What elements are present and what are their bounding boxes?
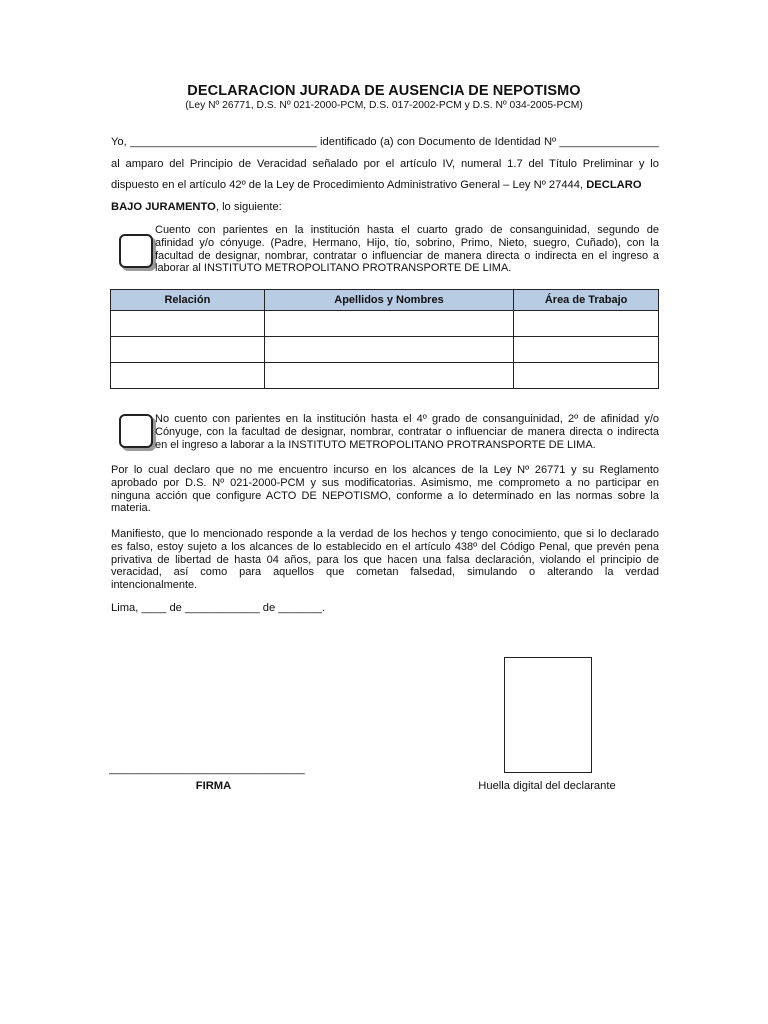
option-no-relatives-text: No cuento con parientes en la institución hasta el 4º grado de consanguinidad, 2º de afinidad y/o Cónyuge, con la facultad de designar, nombrar, contratar o influenciar de manera directa o indirecta en el ingreso a laborar a la INSTITUTO METROPOLITANO PROTRANSPORTE DE LIMA.	[155, 413, 659, 451]
table-cell[interactable]	[514, 363, 659, 389]
intro-line-2: al amparo del Principio de Veracidad señalado por el artículo IV, numeral 1.7 del Título Preliminar y lo	[111, 157, 659, 170]
document-title: DECLARACION JURADA DE AUSENCIA DE NEPOTISMO	[187, 83, 581, 99]
relatives-table	[110, 289, 659, 389]
option-no-relatives-checkbox[interactable]	[119, 414, 153, 448]
table-cell[interactable]	[111, 311, 265, 337]
table-cell[interactable]	[111, 363, 265, 389]
table-cell[interactable]	[264, 311, 514, 337]
signature-line[interactable]: ________________________________	[109, 763, 305, 775]
column-header-relacion: Relación	[111, 290, 265, 311]
fingerprint-box[interactable]	[504, 657, 592, 773]
veracity-paragraph: Manifiesto, que lo mencionado responde a la verdad de los hechos y tengo conocimiento, que si lo declarado es falso, estoy sujeto a los alcances de lo establecido en el artículo 438º del Código Penal, que prevén pena privativa de libertad de hasta 04 años, para los que hacen una falsa declaración, violando el principio de veracidad, así como para aquellos que cometan falsedad, simulando o alterando la verdad intencionalmente.	[111, 528, 659, 592]
signature-label: FIRMA	[195, 780, 232, 792]
table-row	[111, 363, 659, 389]
table-row	[111, 311, 659, 337]
table-row	[111, 337, 659, 363]
table-cell[interactable]	[264, 363, 514, 389]
table-cell[interactable]	[264, 337, 514, 363]
table-cell[interactable]	[514, 337, 659, 363]
table-cell[interactable]	[111, 337, 265, 363]
table-cell[interactable]	[514, 311, 659, 337]
option-has-relatives-checkbox[interactable]	[119, 234, 153, 268]
compliance-paragraph: Por lo cual declaro que no me encuentro incurso en los alcances de la Ley Nº 26771 y su Reglamento aprobado por D.S. Nº 021-2000-PCM y sus modificatorias. Asimismo, me comprometo a no participar en ninguna acción que configure ACTO DE NEPOTISMO, conforme a lo determinado en las normas sobre la materia.	[111, 464, 659, 515]
column-header-area-trabajo: Área de Trabajo	[514, 290, 659, 311]
fingerprint-label: Huella digital del declarante	[478, 780, 616, 792]
intro-line-3: dispuesto en el artículo 42º de la Ley de Procedimiento Administrativo General – Ley Nº 27444, DECLARO	[111, 179, 642, 191]
intro-line-4: BAJO JURAMENTO, lo siguiente:	[111, 200, 282, 213]
document-subtitle: (Ley Nº 26771, D.S. Nº 021-2000-PCM, D.S. 017-2002-PCM y D.S. Nº 034-2005-PCM)	[185, 100, 583, 111]
intro-paragraph	[111, 132, 659, 218]
table-header-row	[111, 290, 659, 311]
option-has-relatives-text: Cuento con parientes en la institución hasta el cuarto grado de consanguinidad, segundo de afinidad y/o cónyuge. (Padre, Hermano, Hijo, tío, sobrino, Primo, Nieto, suegro, Cuñado), con la facultad de designar, nombrar, contratar o influenciar de manera directa o indirecta en el ingreso a laborar al INSTITUTO METROPOLITANO PROTRANSPORTE DE LIMA.	[155, 224, 659, 275]
intro-line-1: Yo, ______________________________ identificado (a) con Documento de Identidad Nº ________________	[111, 136, 659, 148]
date-line[interactable]: Lima, ____ de ____________ de _______.	[111, 602, 325, 614]
column-header-apellidos-nombres: Apellidos y Nombres	[264, 290, 514, 311]
